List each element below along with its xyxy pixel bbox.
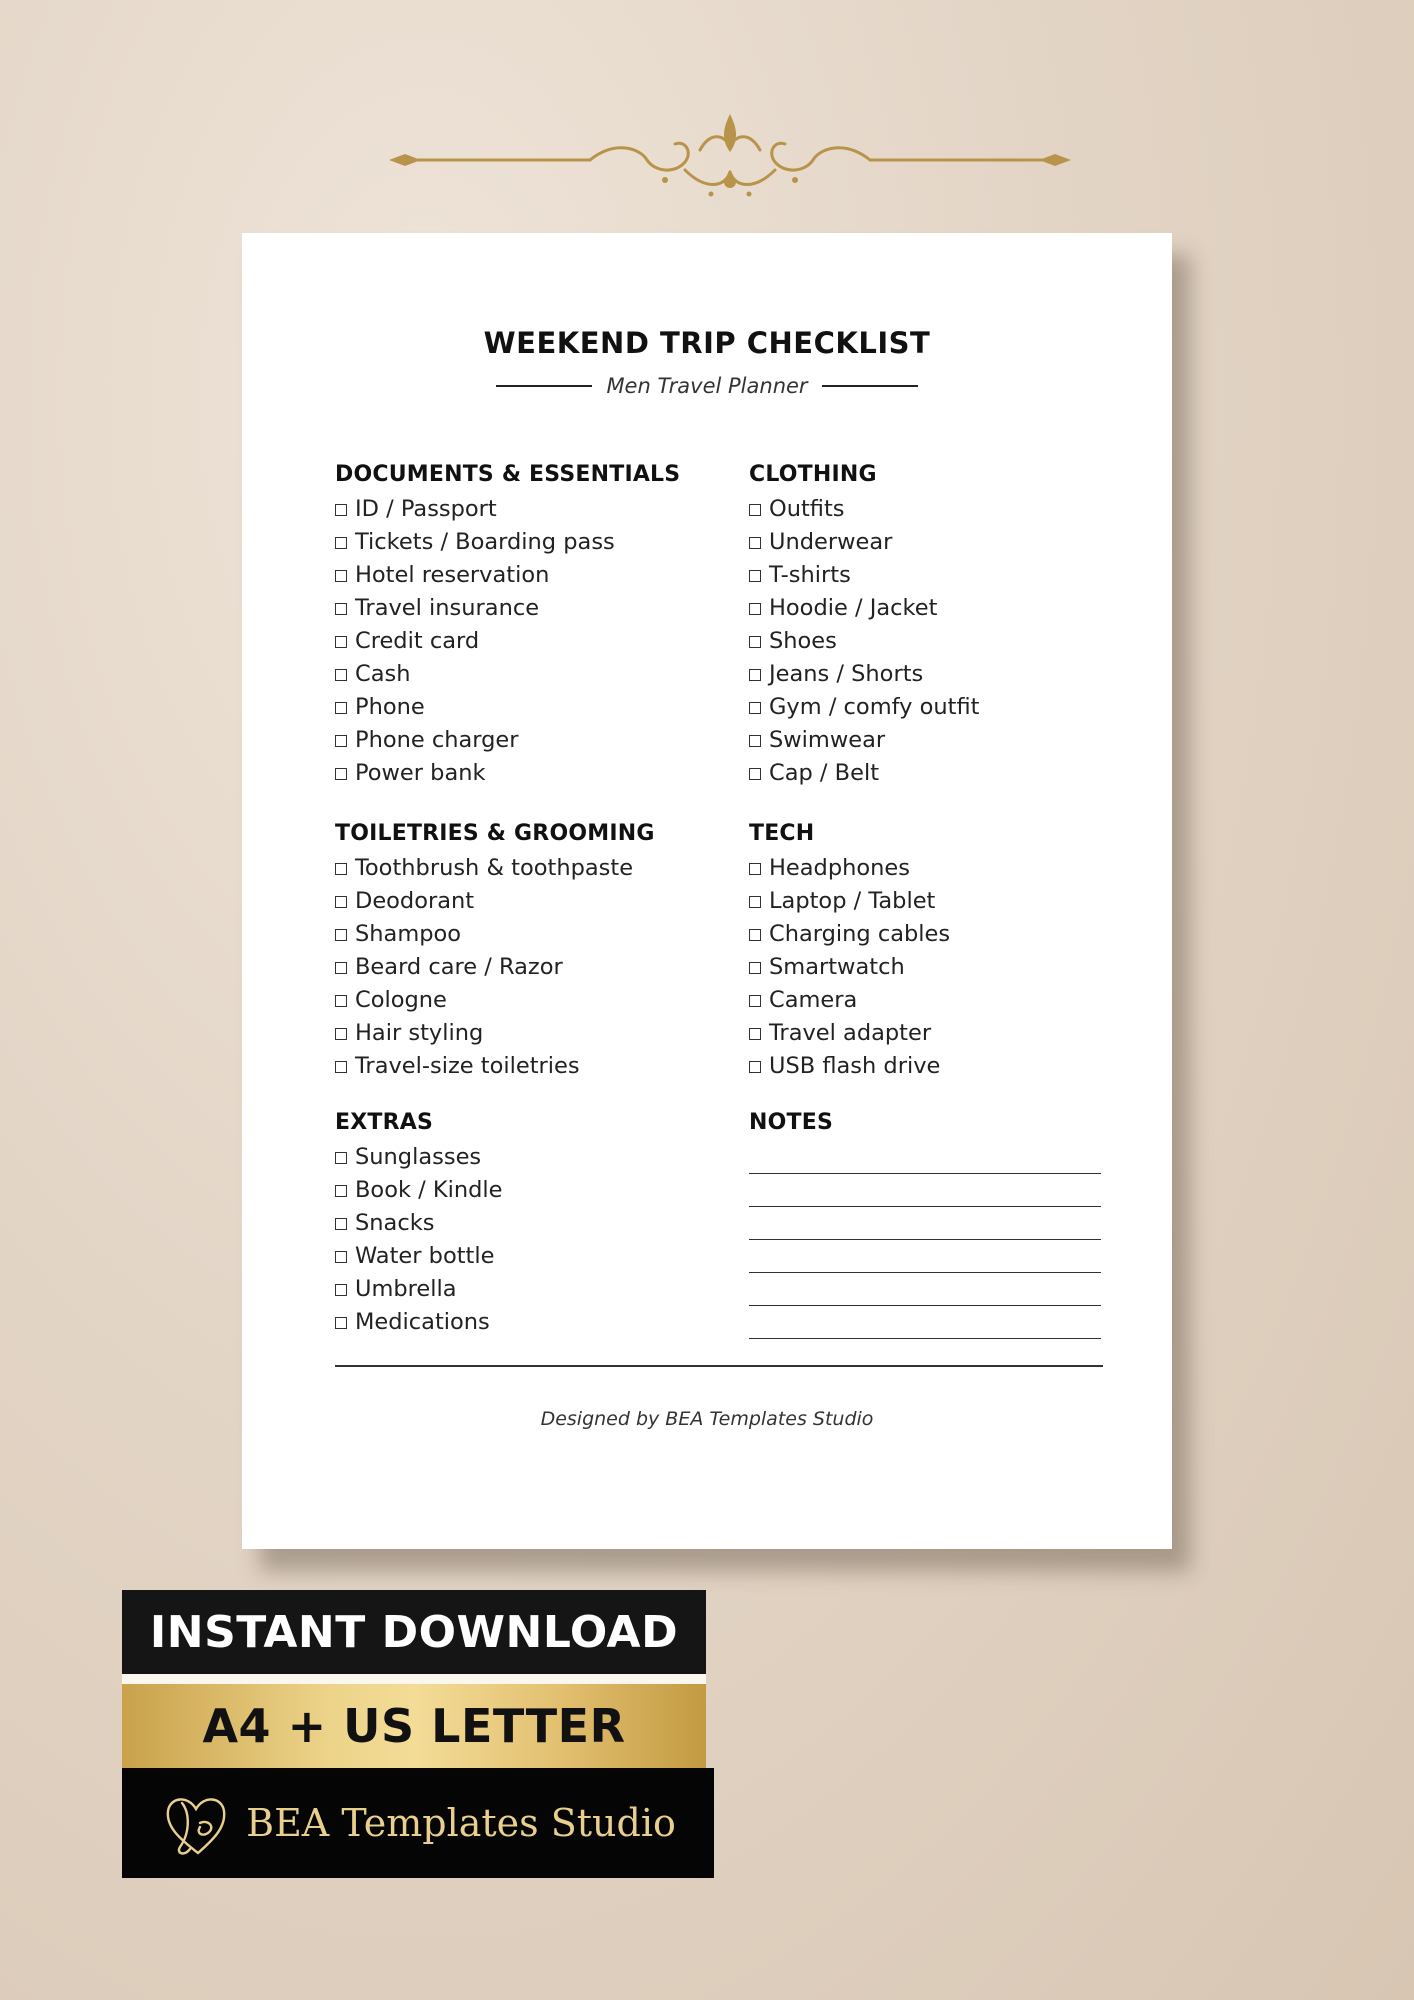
instant-download-banner: INSTANT DOWNLOAD <box>122 1590 706 1674</box>
item-label: Tickets / Boarding pass <box>355 529 615 555</box>
note-line[interactable] <box>749 1273 1101 1306</box>
item-label: T-shirts <box>769 562 851 588</box>
checkbox[interactable] <box>749 929 761 941</box>
checklist-item[interactable] <box>335 757 680 790</box>
checklist-item[interactable] <box>749 658 979 691</box>
section-notes <box>749 1110 1101 1339</box>
item-label: Cap / Belt <box>769 760 880 786</box>
checklist-item[interactable] <box>335 1174 503 1207</box>
note-line[interactable] <box>749 1207 1101 1240</box>
item-label: Travel adapter <box>769 1020 932 1046</box>
checkbox[interactable] <box>749 896 761 908</box>
subtitle-rule-right <box>822 385 918 387</box>
checklist-item[interactable] <box>335 1240 503 1273</box>
checkbox[interactable] <box>749 863 761 875</box>
designer-credit: Designed by BEA Templates Studio <box>540 1408 874 1430</box>
item-label: Snacks <box>355 1210 435 1236</box>
section-heading: NOTES <box>749 1110 833 1135</box>
checklist-item[interactable] <box>749 951 950 984</box>
checklist-item[interactable] <box>749 885 950 918</box>
checklist-item[interactable] <box>335 493 680 526</box>
checkbox[interactable] <box>749 962 761 974</box>
checkbox[interactable] <box>335 735 347 747</box>
item-label: Sunglasses <box>355 1144 482 1170</box>
checklist-item[interactable] <box>335 592 680 625</box>
checklist-item[interactable] <box>335 1273 503 1306</box>
checklist-item[interactable] <box>749 1050 950 1083</box>
checklist-item[interactable] <box>335 984 655 1017</box>
checklist-item[interactable] <box>335 559 680 592</box>
checklist-item[interactable] <box>749 757 979 790</box>
checkbox[interactable] <box>335 1028 347 1040</box>
brand-name: BEA Templates Studio <box>246 1801 676 1845</box>
item-label: Smartwatch <box>769 954 905 980</box>
checkbox[interactable] <box>335 1218 347 1230</box>
note-line[interactable] <box>749 1306 1101 1339</box>
item-label: USB flash drive <box>769 1053 941 1079</box>
checkbox[interactable] <box>335 636 347 648</box>
note-line[interactable] <box>749 1240 1101 1273</box>
checklist-item[interactable] <box>335 724 680 757</box>
checkbox[interactable] <box>749 735 761 747</box>
checklist-item[interactable] <box>749 526 979 559</box>
checkbox[interactable] <box>749 537 761 549</box>
checklist-item[interactable] <box>749 592 979 625</box>
section-heading: CLOTHING <box>749 462 877 487</box>
heart-logo-icon <box>160 1783 236 1863</box>
item-label: Phone charger <box>355 727 519 753</box>
item-label: Book / Kindle <box>355 1177 503 1203</box>
item-label: Umbrella <box>355 1276 457 1302</box>
checklist-item[interactable] <box>335 526 680 559</box>
checkbox[interactable] <box>749 504 761 516</box>
checkbox[interactable] <box>335 863 347 875</box>
item-label: Hotel reservation <box>355 562 550 588</box>
checklist-item[interactable] <box>335 658 680 691</box>
checklist-item[interactable] <box>335 918 655 951</box>
item-label: Camera <box>769 987 858 1013</box>
document-subtitle: Men Travel Planner <box>606 374 808 398</box>
checkbox[interactable] <box>335 537 347 549</box>
checkbox[interactable] <box>335 702 347 714</box>
checklist-item[interactable] <box>749 918 950 951</box>
checkbox[interactable] <box>749 702 761 714</box>
checkbox[interactable] <box>749 995 761 1007</box>
checkbox[interactable] <box>335 603 347 615</box>
checklist-item[interactable] <box>335 1050 655 1083</box>
checkbox[interactable] <box>335 929 347 941</box>
checklist-item[interactable] <box>335 852 655 885</box>
note-line[interactable] <box>749 1174 1101 1207</box>
checklist-item[interactable] <box>335 951 655 984</box>
section-tech <box>749 821 950 1083</box>
checklist-item[interactable] <box>749 724 979 757</box>
checkbox[interactable] <box>335 504 347 516</box>
banner-separator <box>122 1674 706 1684</box>
checkbox[interactable] <box>335 1251 347 1263</box>
section-documents <box>335 462 680 790</box>
format-banner: A4 + US LETTER <box>122 1684 706 1768</box>
checkbox[interactable] <box>749 768 761 780</box>
item-label: Cash <box>355 661 411 687</box>
checkbox[interactable] <box>749 669 761 681</box>
section-heading: DOCUMENTS & ESSENTIALS <box>335 462 681 487</box>
item-label: Charging cables <box>769 921 951 947</box>
brand-banner <box>122 1768 714 1878</box>
item-label: Gym / comfy outfit <box>769 694 980 720</box>
checklist-item[interactable] <box>749 625 979 658</box>
item-label: Travel insurance <box>355 595 540 621</box>
checkbox[interactable] <box>749 1061 761 1073</box>
checklist-item[interactable] <box>749 559 979 592</box>
item-label: Credit card <box>355 628 480 654</box>
checklist-item[interactable] <box>335 1306 503 1339</box>
item-label: Power bank <box>355 760 486 786</box>
item-label: Outfits <box>769 496 845 522</box>
checkbox[interactable] <box>335 1185 347 1197</box>
checkbox[interactable] <box>335 1284 347 1296</box>
checkbox[interactable] <box>335 768 347 780</box>
checklist-item[interactable] <box>335 625 680 658</box>
checklist-item[interactable] <box>335 1207 503 1240</box>
checklist-item[interactable] <box>749 984 950 1017</box>
checklist-item[interactable] <box>335 1017 655 1050</box>
bottom-divider <box>335 1365 1103 1367</box>
section-extras <box>335 1110 503 1339</box>
document-title: WEEKEND TRIP CHECKLIST <box>483 326 931 360</box>
checkbox[interactable] <box>335 962 347 974</box>
item-label: Deodorant <box>355 888 475 914</box>
checkbox[interactable] <box>749 636 761 648</box>
checkbox[interactable] <box>335 669 347 681</box>
item-label: Shoes <box>769 628 837 654</box>
item-label: Headphones <box>769 855 910 881</box>
item-label: Hoodie / Jacket <box>769 595 938 621</box>
item-label: Toothbrush & toothpaste <box>355 855 634 881</box>
item-label: Hair styling <box>355 1020 484 1046</box>
checkbox[interactable] <box>749 1028 761 1040</box>
item-label: Cologne <box>355 987 447 1013</box>
checkbox[interactable] <box>335 1152 347 1164</box>
item-label: Jeans / Shorts <box>769 661 924 687</box>
item-label: ID / Passport <box>355 496 497 522</box>
section-toiletries <box>335 821 655 1083</box>
checklist-item[interactable] <box>335 691 680 724</box>
checklist-item[interactable] <box>749 691 979 724</box>
section-heading: TOILETRIES & GROOMING <box>335 821 655 846</box>
checkbox[interactable] <box>335 896 347 908</box>
ornament-divider <box>385 110 1075 205</box>
item-label: Medications <box>355 1309 490 1335</box>
note-line[interactable] <box>749 1141 1101 1174</box>
item-label: Underwear <box>769 529 893 555</box>
item-label: Beard care / Razor <box>355 954 563 980</box>
item-label: Shampoo <box>355 921 462 947</box>
section-clothing <box>749 462 979 790</box>
item-label: Water bottle <box>355 1243 495 1269</box>
checkbox[interactable] <box>335 1317 347 1329</box>
checkbox[interactable] <box>749 603 761 615</box>
checkbox[interactable] <box>335 995 347 1007</box>
checkbox[interactable] <box>749 570 761 582</box>
item-label: Swimwear <box>769 727 886 753</box>
item-label: Phone <box>355 694 425 720</box>
checklist-item[interactable] <box>749 493 979 526</box>
item-label: Laptop / Tablet <box>769 888 936 914</box>
subtitle-row <box>242 371 1172 401</box>
item-label: Travel-size toiletries <box>355 1053 580 1079</box>
section-heading: TECH <box>749 821 815 846</box>
checklist-item[interactable] <box>749 1017 950 1050</box>
subtitle-rule-left <box>496 385 592 387</box>
section-heading: EXTRAS <box>335 1110 434 1135</box>
checkbox[interactable] <box>335 1061 347 1073</box>
checkbox[interactable] <box>335 570 347 582</box>
checklist-item[interactable] <box>749 852 950 885</box>
checklist-item[interactable] <box>335 1141 503 1174</box>
checklist-item[interactable] <box>335 885 655 918</box>
checklist-sheet <box>242 233 1172 1549</box>
